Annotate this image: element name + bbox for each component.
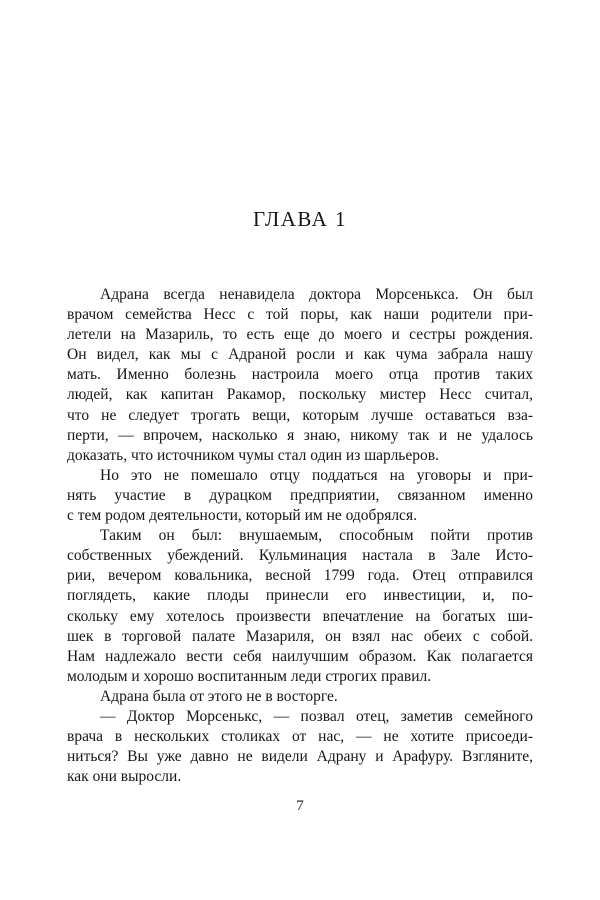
text-line: шек в торговой палате Мазариля, он взял нас обеих с собой. [67,627,533,645]
text-line: врачом семейства Несс с той поры, как наши родители при- [67,306,533,324]
paragraph [67,526,533,687]
text-line: как они выросли. [67,768,182,786]
text-line: рии, вечером ковальника, весной 1799 года. Отец отправился [67,567,533,585]
text-line: Он видел, как мы с Адраной росли и как чума забрала нашу [67,346,533,364]
text-line: летели на Мазариль, то есть еще до моего и сестры рождения. [67,326,533,344]
text-line: Нам надлежало вести себя наилучшим образом. Как полагается [67,647,533,665]
text-line: Адрана всегда ненавидела доктора Морсенькса. Он был [100,286,533,303]
paragraph [67,466,533,526]
text-line: скольку ему хотелось произвести впечатление на богатых ши- [67,607,533,625]
text-line: поглядеть, какие плоды принесли его инвестиции, и, по- [67,587,533,605]
text-line: врача в нескольких столиках от нас, — не хотите присоеди- [67,728,533,746]
text-line: — Доктор Морсенькс, — позвал отец, заметив семейного [100,707,533,725]
page-number: 7 [296,798,304,814]
text-line: доказать, что источником чумы стал один из шарльеров. [67,446,439,464]
text-line: перти, — впрочем, насколько я знаю, никому так и не удалось [67,426,533,444]
text-line: людей, как капитан Ракамор, поскольку мистер Несс считал, [67,386,533,404]
text-line: Адрана была от этого не в восторге. [100,687,338,705]
paragraph [67,707,533,787]
body-text [67,285,533,787]
text-line: молодым и хорошо воспитанным леди строгих правил. [67,667,432,685]
text-line: Таким он был: внушаемым, способным пойти против [100,527,533,545]
text-line: нять участие в дурацком предприятии, связанном именно [67,486,533,504]
paragraph [67,285,533,466]
text-line: собственных убеждений. Кульминация настала в Зале Исто- [67,547,533,565]
text-line: что не следует трогать вещи, которым лучше оставаться вза- [67,406,533,424]
chapter-heading: ГЛАВА 1 [252,207,348,231]
text-line: мать. Именно болезнь настроила моего отца против таких [67,366,533,384]
paragraph [67,687,533,707]
text-line: Но это не помешало отцу поддаться на уговоры и при- [100,466,533,484]
text-line: с тем родом деятельности, который им не одобрялся. [67,507,417,525]
text-line: ниться? Вы уже давно не видели Адрану и Арафуру. Взгляните, [67,748,533,766]
